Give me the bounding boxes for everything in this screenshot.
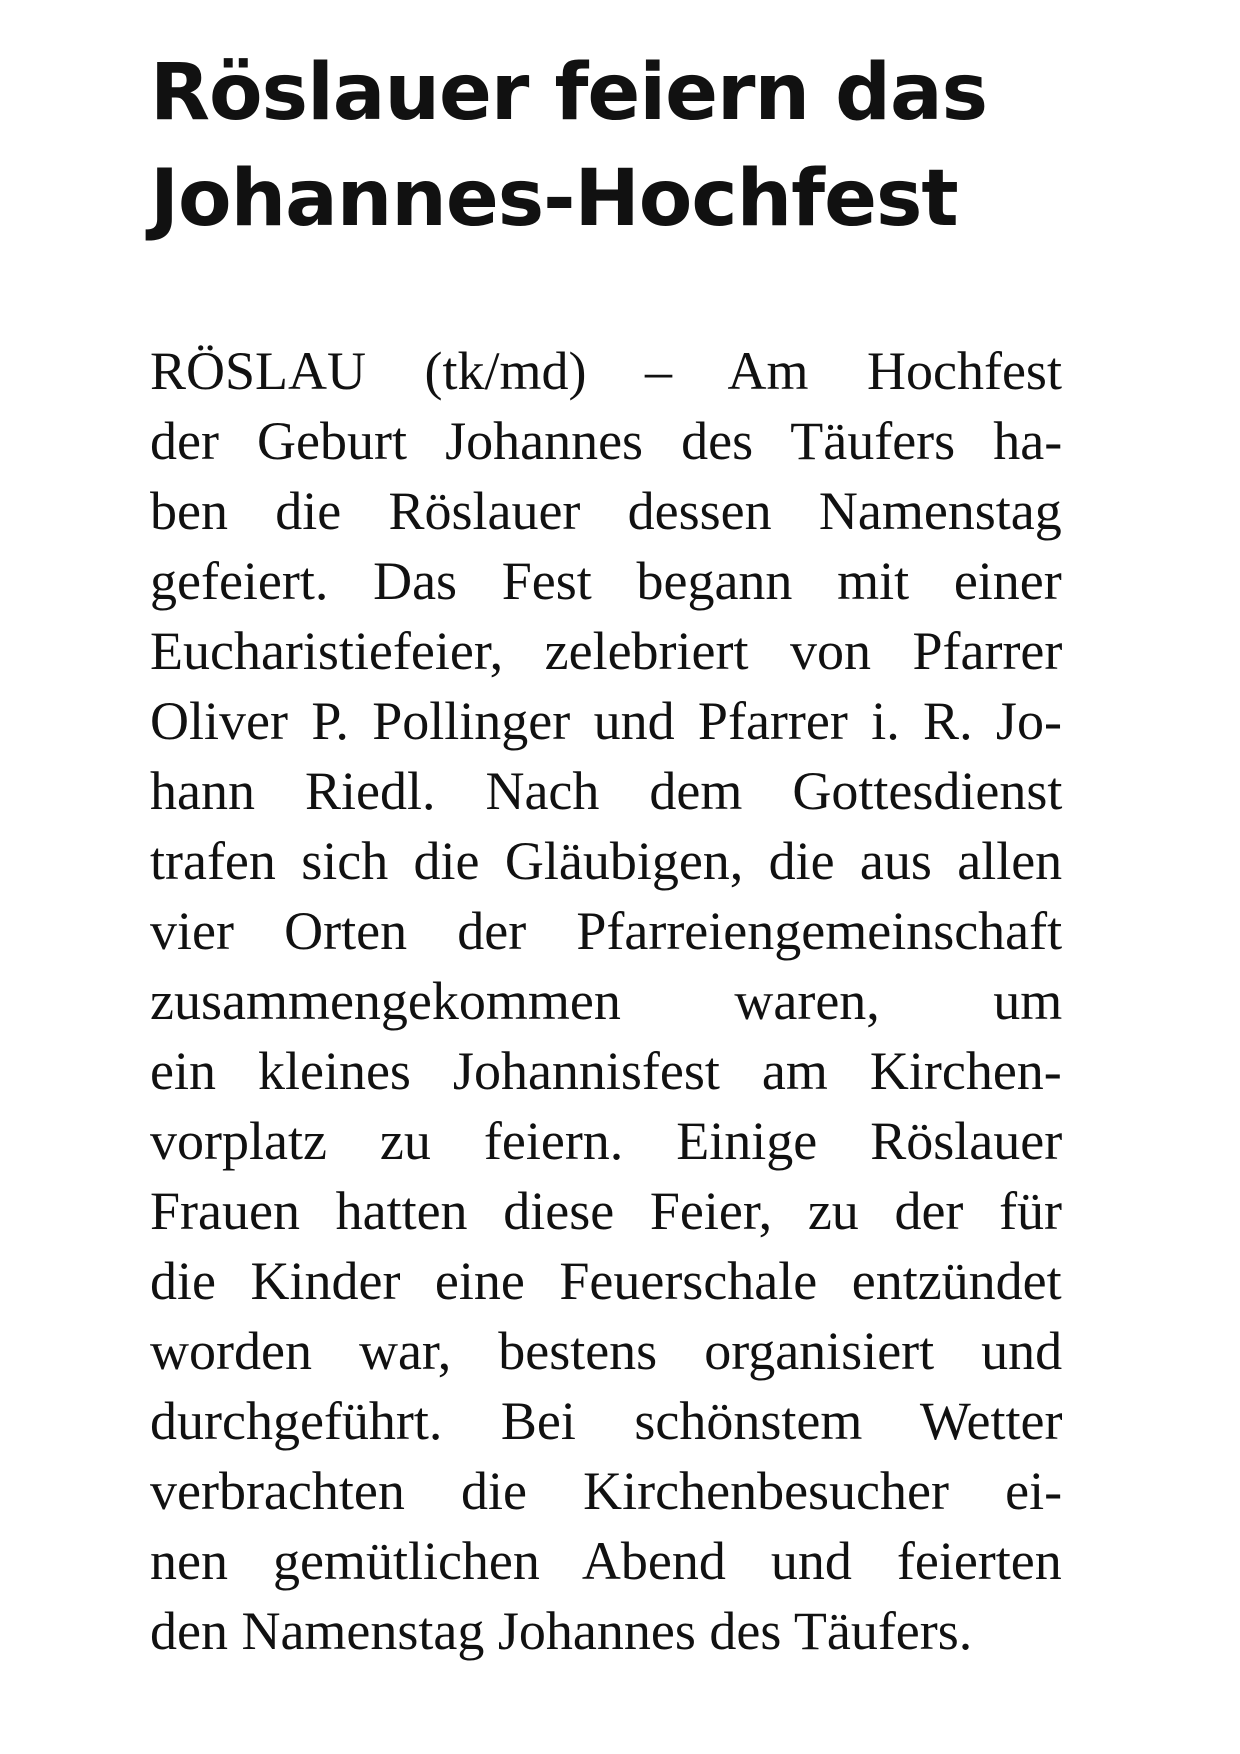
article-headline — [150, 40, 1062, 252]
body-line: ein kleines Johannisfest am Kirchen- — [150, 1041, 1062, 1101]
body-line: trafen sich die Gläubigen, die aus allen — [150, 831, 1063, 891]
body-line: gefeiert. Das Fest begann mit einer — [150, 551, 1062, 611]
body-line: durchgeführt. Bei schönstem Wetter — [150, 1391, 1063, 1451]
body-line: den Namenstag Johannes des Täufers. — [150, 1601, 973, 1661]
body-line: verbrachten die Kirchenbesucher ei- — [150, 1461, 1063, 1521]
body-line: Frauen hatten diese Feier, zu der für — [150, 1181, 1063, 1241]
body-line: RÖSLAU (tk/md) – Am Hochfest — [150, 341, 1062, 401]
body-line: zusammengekommen waren, um — [150, 971, 1063, 1031]
body-line: ben die Röslauer dessen Namenstag — [150, 481, 1062, 541]
body-line: vier Orten der Pfarreiengemeinschaft — [150, 901, 1063, 961]
body-line: nen gemütlichen Abend und feierten — [150, 1531, 1062, 1591]
article-body — [150, 336, 1062, 1666]
body-line: Oliver P. Pollinger und Pfarrer i. R. Jo- — [150, 691, 1062, 751]
body-line: hann Riedl. Nach dem Gottesdienst — [150, 761, 1063, 821]
body-line: Eucharistiefeier, zelebriert von Pfarrer — [150, 621, 1063, 681]
body-line: der Geburt Johannes des Täufers ha- — [150, 411, 1063, 471]
headline-line: Röslauer feiern das — [150, 48, 988, 138]
article — [150, 40, 1062, 1666]
headline-line: Johannes-Hochfest — [150, 154, 958, 244]
body-line: worden war, bestens organisiert und — [150, 1321, 1063, 1381]
body-line: die Kinder eine Feuerschale entzündet — [150, 1251, 1062, 1311]
body-line: vorplatz zu feiern. Einige Röslauer — [150, 1111, 1063, 1171]
